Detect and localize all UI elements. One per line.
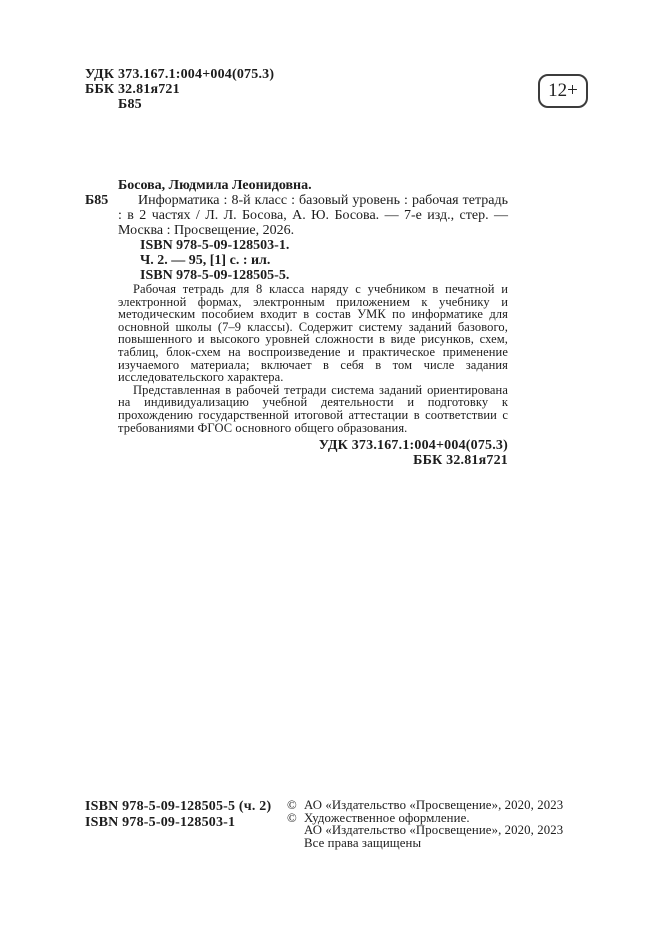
part-pages-line: Ч. 2. — 95, [1] с. : ил. [140,253,271,268]
footer-isbn-block [85,799,287,850]
copyright-text: АО «Издательство «Просвещение», 2020, 2023 [304,823,564,838]
classification-codes [85,67,274,112]
copyright-footer [85,799,590,850]
age-rating-badge: 12+ [538,74,588,108]
copyright-block [287,799,563,850]
isbn-series-line: ISBN 978-5-09-128503-1. [140,238,290,253]
copyright-line-rights [287,837,563,850]
copyright-text: АО «Издательство «Просвещение», 2020, 2023 [304,798,564,812]
copyright-symbol: © [287,798,297,812]
isbn-part-line: ISBN 978-5-09-128505-5. [140,268,290,283]
copyright-text: Все права защищены [304,836,422,851]
author-name: Босова, Людмила Леонидовна. [118,178,312,193]
author-sign-code: Б85 [118,97,142,112]
annotation-paragraph-1: Рабочая тетрадь для 8 класса наряду с учебником в печатной и электронной формах, электронным приложением к учебнику и методическим пособием входит в состав УМК по информатике для основной школы (7–9 классы). Содержит систему заданий базового, повышенного и высокого уровней сложности в виде рисунков, схем, таблиц, блок-схем на воспроизведение и практическое применение изучаемого материала; включает в себя в том числе задания исследовательского характера. [118,282,508,385]
bibliographic-description: Информатика : 8-й класс : базовый уровень : рабочая тетрадь : в 2 частях / Л. Л. Босова, А. Ю. Босова. — 7-е изд., стер. — Москва : Просвещение, 2026. [118,193,508,238]
udc-code-footer: УДК 373.167.1:004+004(075.3) [318,438,508,454]
copyright-symbol-empty [287,824,304,837]
copyright-text: Художественное оформление. [304,810,470,825]
annotation-paragraph-2: Представленная в рабочей тетради система заданий ориентирована на индивидуализацию учебной деятельности и подготовку к прохождению государственной итоговой аттестации в соответствии с требованиями ФГОС основного общего образования. [118,382,508,435]
copyright-line-publisher [287,799,563,812]
bbk-code: ББК 32.81я721 [85,82,180,97]
copyright-symbol-empty [287,837,304,850]
footer-isbn-part2: ISBN 978-5-09-128505-5 (ч. 2) [85,799,272,814]
bbk-code-footer: ББК 32.81я721 [413,453,508,469]
footer-isbn-series: ISBN 978-5-09-128503-1 [85,815,236,830]
catalog-record-body [118,178,508,468]
udc-code: УДК 373.167.1:004+004(075.3) [85,67,275,82]
copyright-symbol: © [287,810,297,825]
catalog-record [85,178,509,468]
classification-codes-footer [118,438,508,468]
margin-catalog-code: Б85 [85,193,109,208]
